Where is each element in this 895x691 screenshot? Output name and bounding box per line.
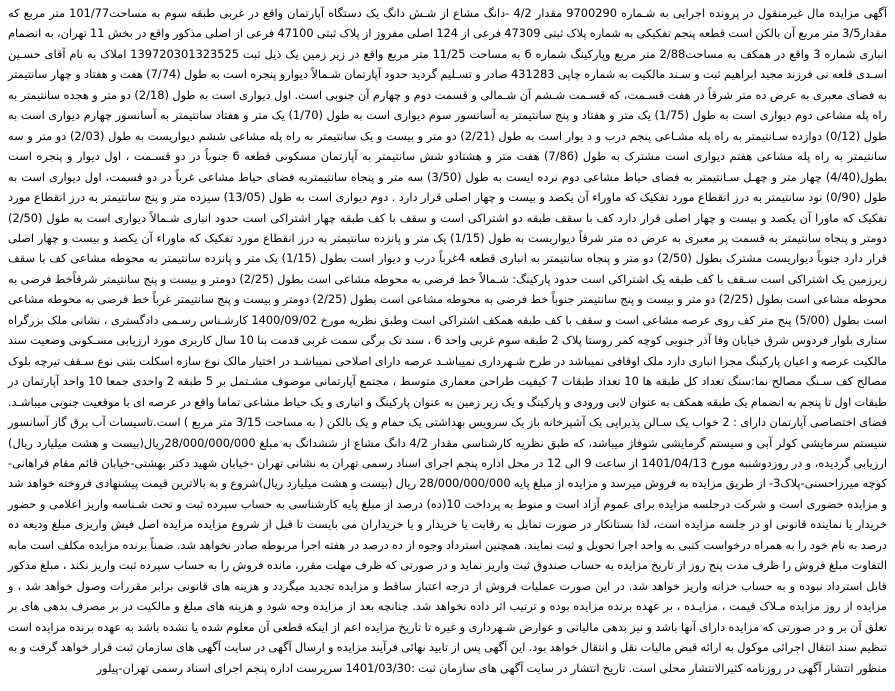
auction-notice-text: آگهی مزایده مال غیرمنقول در پرونده اجرایی به شـماره 9700290 مقدار 4/2 -دانگ مشاع از شـش دانگ یک دستگاه آپارتمان واقع در غربی طبقه سوم به مساحت101/77 متر مربع که مقدار3/5 متر مربع آن بالکن است قطعه پنجم تفکیکی به شماره پلاک ثبتی 47309 فرعی از 124 اصلی مفروز از پلاک ثبتی 47100 فرعی از اصلی مذکور واقع در بخش 11 تهران، به انضمام انباری شماره 3 واقع در همکف به مساحت2/88 متر مربع وپارکینگ شماره 6 به مساحت 11/25 متر مربع واقع در زیر زمین یک ذیل ثبت 139720301323525 املاک به نام آقای حسـین اسـدی قلعه نی فرزند مجید ابراهیم ثبت و سـند مالکیت به شماره چاپی 431283 صادر و تسـلیم گردید حدود آپارتمان شـمالاً دیوارو پنجره است به طول (7/74) هفت و هفتاد و چهار سانتیمتر به فضای معبری به عرض ده متر شرقاً در هفت قسـمت، که قسـمت شـشم آن شـمالی و قسمت دوم و چهارم آن جنوبی است. اول دیواری است به طول (2/18) دو متر و هجده سانتیمتر به راه پله مشاعی دوم دیواری است به طول (1/75) یک متر و هفتاد و پنج سانتیمتر به آسانسور سوم دیواری است به طول (1/70) یک متر و هفتاد سانتیمتر به آسانسور چهارم دیواری است به طول (0/12) دوازده سـانتیمتر به راه پله مشـاعی پنجم درب و د یوار است به طول (2/21) دو متر و بیست و یک سانتیمتر به راه پله مشاعی ششم دیواریست به طول (2/03) دو متر و سه سانتیمتر به راه پله مشاعی هفتم دیواری است مشترک به طول (7/86) هفت متر و هشتادو شش سانتیمتر به آپارتمان مسکونی قطعه 6 جنوباً در دو قسـمت ، اول دیوار و پنجره است بطول(4/40) چهار متر و چهـل سـانتیمتر به فضای حیاط مشاعی دوم نرده ایست به طول (3/50) سه متر و پنجاه سانتیمتربه فضای حیاط مشاعی غرباً در دو قسمت، اول دیواری است به طول (0/90) نود سانتیمتر به درز انقطاع مورد تفکیک که ماوراء آن یکصد و بیست و چهار اصلی قرار دارد . دوم دیواری است به طول (13/05) سیزده متر و پنج سانتیمتر به درز انقطاع مورد تفکیک که ماورا آن یکصد و بیست و چهار اصلی قرار دارد کف با سقف طبقه دو اشتراکی است و سقف با کف طبقه چهار اشتراکی است حدود انباری شـمالاً دیواری است به طول (2/50) دومتر و پنجاه سانتیمتر به قسمت پر معبری به عرض ده متر شرقاً دیواریست به طول (1/15) یک متر و پانزده سانتیمتر به درز انقطاع مورد تفکیک که ماوراء آن یکصد و بیست و چهار اصلی قرار دارد جنوباً دیواریست مشترک بطول (2/50) دو متر و پنجاه سانتیمتر به انباری قطعه 4غرباً درب و دیوار است بطول (1/15) یک متر و پانزده سانتیمتر به محوطه مشاعی کف با سقف زیرزمین یک اشتراکی است سـقف با کف طبقه یک اشتراکی است حدود پارکینگ: شـمالاً خط فرضی به محوطه مشاعی است بطول (2/25) دومتر و بیست و پنج سانتیمتر شرقاًخط فرضی به محوطه مشاعی است بطول (2/25) دو متر و بیست و پنج سانتیمتر جنوباً خط فرضی به محوطه مشاعی است بطول (2/25) دومتر و بیست و پنج سانتیمتر غرباً خط فرضی به محوطه مشاعی است بطول (5/00) پنج متر کف روی عرصه مشاعی است و سقف با کف طبقه همکف اشتراکی است وطبق نظریه مورخ 1400/09/02 کارشـناس رسـمی دادگستری ، نشانی ملک بزرگراه ستاری بلوار فردوس شرق خیابان وفا آذر جنوبی کوچه کمر روستا پلاک 2 طبقه سوم غربی واحد 6 ، سند تک برگی سمت غربی قدمت بنا 10 سال کاربری مورد ارزیابی مسـکونی وضعیت سند مالکیت عرصه و اعیان پارکینگ مجزا انباری دارد ملک اوقافی نمیباشد در طرح شـهرداری نمیباشـد عرصه دارای اصلاحی نمیباشـد در اختیار مالک نوع سازه اسکلت بتنی نوع سـقف تیرچه بلوک مصالح کف سـنگ مصالح نما:سنگ تعداد کل طبقه ها 10 تعداد طبقات 7 کیفیت طراحی معماری متوسط ، مجتمع آپارتمانی موصوف مشـتمل بر 5 طبقه 2 واحدی جمعا 10 واحد آپارتمان در طبقات اول تا پنجم به انضمام یک طبقه همکف به عنوان لابی ورودی و پارکینگ و یک زیر زمین به عنوان پارکینگ و انباری و یک حیاط مشاعی تماما واقع در عرصه ای با موقعیت جنوبی میباشـد. فضای اختصاصی آپارتمان دارای : 2 خواب یک سـالن پذیرایی یک آشپزخانه باز یک سرویس بهداشتی یک حمام و یک بالکن ( به مساحت 3/15 متر مربع ) است.تاسیسات آب برق گاز آسانسور سیستم سرمایشی کولر آبی و سیستم گرمایشی شوفاژ میباشد، که طبق نظریه کارشناسی مقدار 4/2 دانگ مشاع از ششدانگ به مبلغ 28/000/000/000ریال(بیست و هشت میلیارد ریال) ارزیابی گردیده، و در روزدوشنبه مورخ 1401/04/13 از ساعت 9 الی 12 در محل اداره پنجم اجرای اسناد رسمی تهران به نشانی تهران -خیابان شهید دکتر بهشتی-خیابان قائم مقام فراهانی-کوچه میرزاحسنی-پلاک3- از طریق مزایده به فروش میرسد و مزایده از مبلغ پایه 28/000/000/000 ریال (بیست و هشت میلیارد ریال)شروع و به بالاترین قیمت پیشنهادی فروخته خواهد شد و مزایده حضوری است و شرکت درجلسه مزایده برای عموم آزاد است و منوط به پرداخت 10(ده) درصد از مبلغ پایه کارشناسی به حساب سپرده ثبت و تحت شـناسه واریز اعلامی و حضور خریدار یا نماینده قانونی او در جلسه مزایده است، لذا بستانکار در صورت تمایل به رقابت یا خریدار و یا خریداران می بایست تا قبل از شروع مزایده مزایده اصل فیش واریزی مبلغ ودیعه ده درصد به نام خود را به همراه درخواست کتبی به واحد اجرا تحویل و ثبت نمایند. همچنین استرداد وجوه از ده درصد در هفته اجرا مربوطه صادر نخواهد شد. ضمناً برنده مزایده مکلف است مابه التفاوت مبلغ فروش را ظرف مدت پنج روز از تاریخ مزایده به حساب صندوق ثبت واریز نماید و در صورتی که ظرف مهلت مقرر، مانده فروش را به حساب سپرده ثبت واریز نکند ، مبلغ مذکور قابل استرداد نبوده و به حساب خزانه واریز خواهد شد. در این صورت عملیات فروش از درجه اعتبار ساقط و مزایده تجدید میگردد و هزینه های قانونی برابر مقررات وصول خواهد شد ، و مزایده از روز مزایده مـلاک قیمت ، مزایـده ، بر عهده برنده مزایده بوده و ترتیب اثر داده نخواهد شد. چنانچه بعد از مزایده وجه شود و هزینه های مبلغ و مالکیت در بر مصرف بدهی های بر تعلق آن بر و در صورتی که مزایده دارای آنها باشد و نیز بدهی مالیاتی و عوارض شـهرداری و غیره تا تاریخ مزایده اعم از اینکه قطعی آن معلوم شده یا نشده باشد به عهده برنده مزایده است تنظیم سند انتقال اجرائی موکول به ارائه قبض مالیات نقل و انتقال خواهد بود. این آگهی پس از تایید نهائی فرآیند مزایده و ارسال آگهی در سایت آگهی های سازمان ثبت قرار خواهد گرفت و به منظور انتشار آگهی در روزنامه کثیرالانتشار محلی است. تاریخ انتشار در سایت آگهی های سازمان ثبت :1401/03/30 سرپرست اداره پنجم اجرای اسناد رسمی تهران-پیلور xyxy=(8,6,888,675)
